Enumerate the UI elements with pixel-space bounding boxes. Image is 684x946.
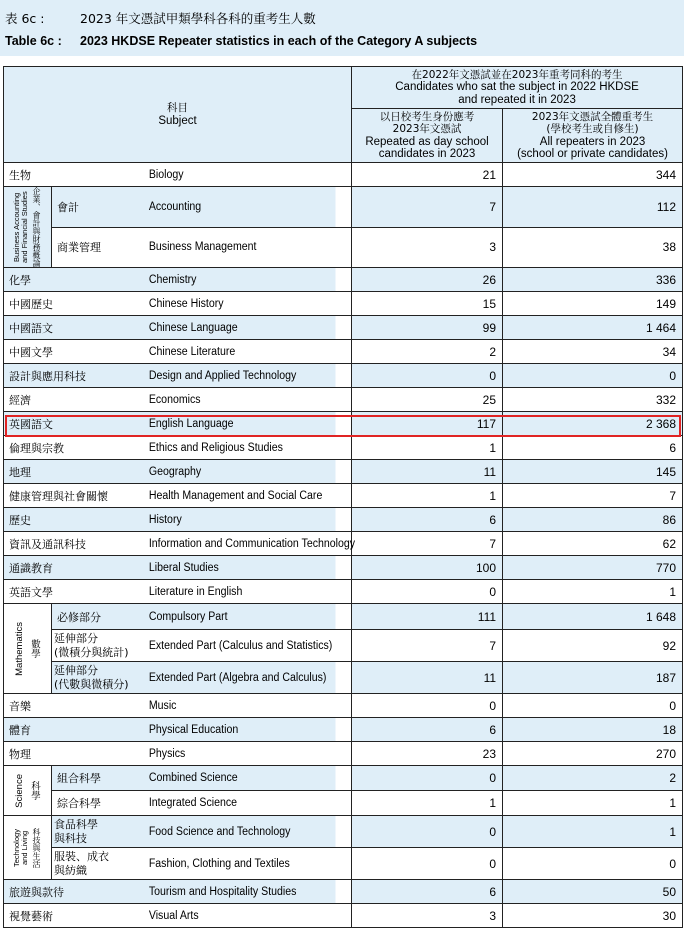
day-count: 2 [352, 340, 503, 364]
day-count: 25 [352, 388, 503, 412]
subject-zh: 經濟 [4, 388, 147, 412]
subject-en: Visual Arts [147, 904, 336, 928]
subject-en: Design and Applied Technology [147, 364, 336, 388]
table-row [4, 227, 683, 268]
subject-en: Chinese Language [147, 316, 336, 340]
table-title [0, 0, 684, 56]
all-count: 2 368 [503, 412, 683, 436]
table-row [4, 460, 683, 484]
subject-zh: 會計 [52, 187, 147, 228]
subject-zh: 組合科學 [52, 766, 147, 791]
day-count: 11 [352, 460, 503, 484]
all-count: 62 [503, 532, 683, 556]
title-zh: 表 6c : 2023 年文憑試甲類學科各科的重考生人數 [5, 11, 316, 26]
title-en: Table 6c : 2023 HKDSE Repeater statistics in each of the Category A subjects [5, 34, 478, 48]
subject-zh: 體育 [4, 718, 147, 742]
all-count: 1 464 [503, 316, 683, 340]
subject-zh: 綜合科學 [52, 791, 147, 816]
all-count: 18 [503, 718, 683, 742]
all-count: 0 [503, 694, 683, 718]
all-count: 1 648 [503, 604, 683, 630]
all-count: 2 [503, 766, 683, 791]
all-count: 6 [503, 436, 683, 460]
subject-zh: 資訊及通訊科技 [4, 532, 147, 556]
table-row [4, 816, 683, 848]
table-row [4, 904, 683, 928]
all-count: 332 [503, 388, 683, 412]
subject-zh: 物理 [4, 742, 147, 766]
subject-en: Geography [147, 460, 336, 484]
table-row [4, 791, 683, 816]
table-row [4, 848, 683, 880]
subject-en: Extended Part (Algebra and Calculus) [147, 662, 336, 694]
day-count: 99 [352, 316, 503, 340]
all-count: 149 [503, 292, 683, 316]
table-row [4, 340, 683, 364]
table-row [4, 718, 683, 742]
subject-zh: 視覺藝術 [4, 904, 147, 928]
table-row [4, 766, 683, 791]
all-count: 0 [503, 848, 683, 880]
subject-zh: 通識教育 [4, 556, 147, 580]
subject-zh: 生物 [4, 163, 147, 187]
subject-en: Combined Science [147, 766, 336, 791]
subject-en: Biology [147, 163, 336, 187]
day-count: 1 [352, 436, 503, 460]
subject-en: Chinese History [147, 292, 336, 316]
subject-zh: 延伸部分 (微積分與統計) [52, 630, 147, 662]
group-mathematics: 數學 Mathematics [4, 604, 52, 694]
table-row [4, 292, 683, 316]
subject-en: Extended Part (Calculus and Statistics) [147, 630, 336, 662]
all-count: 112 [503, 187, 683, 228]
subject-zh: 必修部分 [52, 604, 147, 630]
table-row [4, 163, 683, 187]
subject-en: Business Management [147, 227, 336, 268]
subject-en: Chinese Literature [147, 340, 336, 364]
subject-en: English Language [147, 412, 336, 436]
table-row [4, 694, 683, 718]
day-count: 23 [352, 742, 503, 766]
subject-zh: 化學 [4, 268, 147, 292]
all-count: 187 [503, 662, 683, 694]
day-count: 0 [352, 766, 503, 791]
subject-en: Music [147, 694, 336, 718]
subject-zh: 中國文學 [4, 340, 147, 364]
subject-zh: 地理 [4, 460, 147, 484]
day-count: 6 [352, 508, 503, 532]
table-row [4, 268, 683, 292]
day-count: 3 [352, 904, 503, 928]
subject-en: Liberal Studies [147, 556, 336, 580]
subject-zh: 設計與應用科技 [4, 364, 147, 388]
group-science: 科學 Science [4, 766, 52, 816]
table-row [4, 532, 683, 556]
table-row [4, 364, 683, 388]
day-count: 6 [352, 718, 503, 742]
subject-zh: 英國語文 [4, 412, 147, 436]
subject-en: History [147, 508, 336, 532]
all-count: 86 [503, 508, 683, 532]
subject-zh: 商業管理 [52, 227, 147, 268]
candidates-group-header: 在2022年文憑試並在2023年重考同科的考生 Candidates who sat the subject in 2022 HKDSE and repeated it in 2023 [352, 67, 683, 109]
all-count: 0 [503, 364, 683, 388]
subject-zh: 英語文學 [4, 580, 147, 604]
subject-zh: 音樂 [4, 694, 147, 718]
table-row [4, 630, 683, 662]
subject-en: Economics [147, 388, 336, 412]
day-count: 7 [352, 187, 503, 228]
day-school-header: 以日校考生身份應考 2023年文憑試 Repeated as day school candidates in 2023 [352, 109, 503, 163]
subject-en: Physical Education [147, 718, 336, 742]
subject-en: Compulsory Part [147, 604, 336, 630]
table-row [4, 604, 683, 630]
subject-en: Integrated Science [147, 791, 336, 816]
subject-en: Health Management and Social Care [147, 484, 336, 508]
day-count: 0 [352, 816, 503, 848]
subject-en: Information and Communication Technology [147, 532, 336, 556]
all-count: 34 [503, 340, 683, 364]
repeater-table [3, 66, 683, 928]
day-count: 117 [352, 412, 503, 436]
subject-en: Food Science and Technology [147, 816, 336, 848]
subject-zh: 旅遊與款待 [4, 880, 147, 904]
table-row [4, 880, 683, 904]
day-count: 100 [352, 556, 503, 580]
table-row [4, 742, 683, 766]
subject-en: Tourism and Hospitality Studies [147, 880, 336, 904]
subject-zh: 中國語文 [4, 316, 147, 340]
subject-en: Literature in English [147, 580, 336, 604]
table-row [4, 388, 683, 412]
all-count: 1 [503, 791, 683, 816]
all-count: 770 [503, 556, 683, 580]
all-count: 1 [503, 580, 683, 604]
all-count: 145 [503, 460, 683, 484]
all-count: 336 [503, 268, 683, 292]
subject-zh: 中國歷史 [4, 292, 147, 316]
subject-en: Chemistry [147, 268, 336, 292]
day-count: 3 [352, 227, 503, 268]
table-row-english-language [4, 412, 683, 436]
subject-en: Ethics and Religious Studies [147, 436, 336, 460]
day-count: 11 [352, 662, 503, 694]
subject-zh: 健康管理與社會關懷 [4, 484, 147, 508]
group-technology-living: 科技與生活 Technology and Living [4, 816, 52, 880]
subject-zh: 延伸部分 (代數與微積分) [52, 662, 147, 694]
subject-zh: 服裝、成衣 與紡織 [52, 848, 147, 880]
table-row [4, 662, 683, 694]
day-count: 26 [352, 268, 503, 292]
table-row [4, 556, 683, 580]
group-bafs: 企業、會計與財務概論 Business Accounting and Financial Studies [4, 187, 52, 268]
day-count: 0 [352, 694, 503, 718]
all-count: 92 [503, 630, 683, 662]
all-count: 38 [503, 227, 683, 268]
subject-en: Accounting [147, 187, 336, 228]
day-count: 1 [352, 484, 503, 508]
table-row [4, 508, 683, 532]
table-row [4, 436, 683, 460]
subject-zh: 歷史 [4, 508, 147, 532]
day-count: 21 [352, 163, 503, 187]
day-count: 1 [352, 791, 503, 816]
all-count: 50 [503, 880, 683, 904]
all-count: 270 [503, 742, 683, 766]
day-count: 0 [352, 364, 503, 388]
day-count: 7 [352, 532, 503, 556]
all-count: 30 [503, 904, 683, 928]
all-count: 1 [503, 816, 683, 848]
table-row [4, 580, 683, 604]
all-count: 344 [503, 163, 683, 187]
table-row [4, 484, 683, 508]
day-count: 0 [352, 580, 503, 604]
all-count: 7 [503, 484, 683, 508]
table-row [4, 316, 683, 340]
subject-en: Physics [147, 742, 336, 766]
day-count: 7 [352, 630, 503, 662]
day-count: 6 [352, 880, 503, 904]
day-count: 15 [352, 292, 503, 316]
subject-zh: 倫理與宗教 [4, 436, 147, 460]
subject-header: 科目 Subject [4, 67, 352, 163]
subject-zh: 食品科學 與科技 [52, 816, 147, 848]
table-row [4, 187, 683, 228]
day-count: 0 [352, 848, 503, 880]
all-repeaters-header: 2023年文憑試全體重考生 (學校考生或自修生) All repeaters in 2023 (school or private candidates) [503, 109, 683, 163]
subject-en: Fashion, Clothing and Textiles [147, 848, 336, 880]
day-count: 111 [352, 604, 503, 630]
